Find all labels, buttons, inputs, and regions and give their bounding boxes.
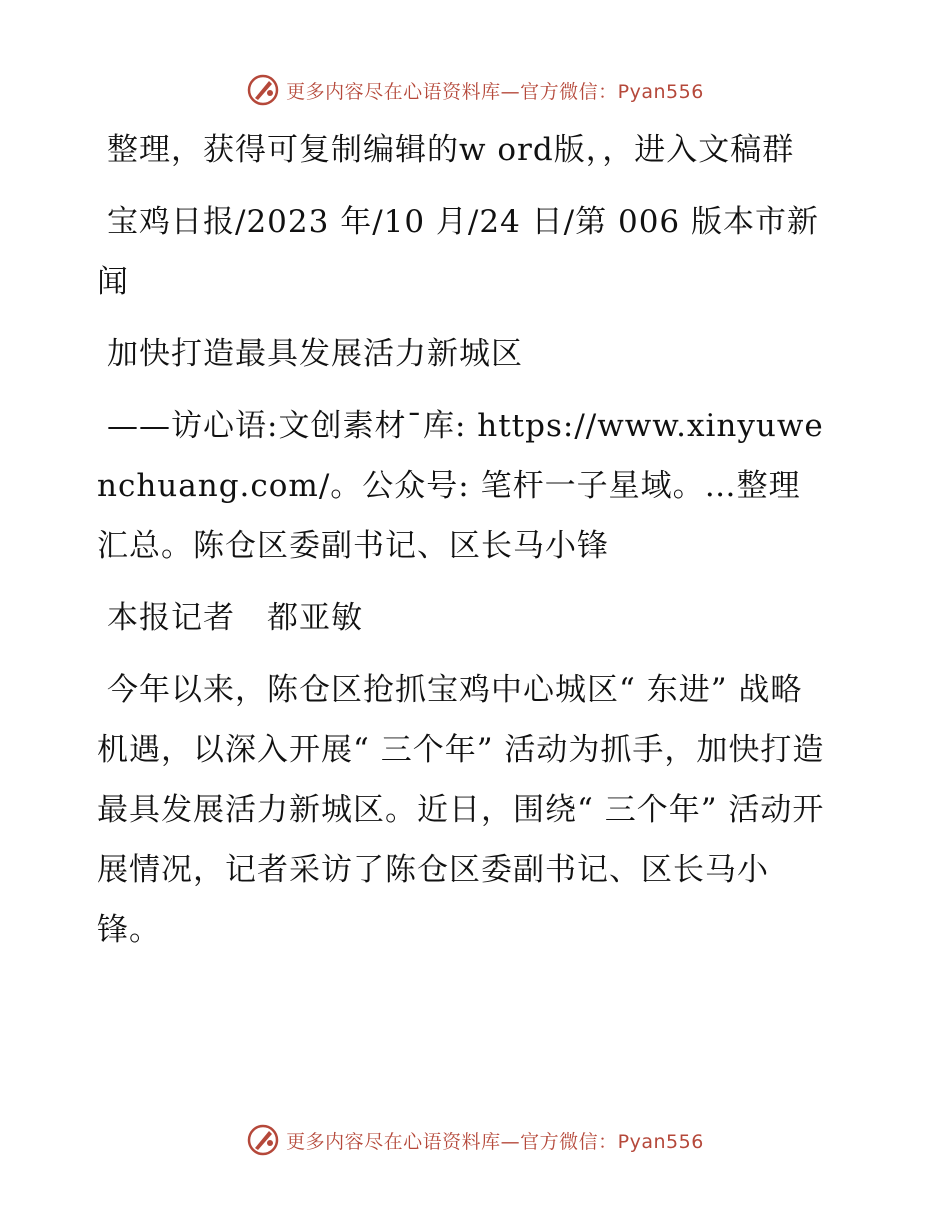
paragraph-intro-note	[97, 120, 832, 180]
paragraph-source-line	[97, 192, 832, 312]
paragraph-text: ——访心语:文创素材¯库: https://www.xinyuwenchuang.com/。公众号: 笔杆一子星域。…整理汇总。陈仓区委副书记、区长马小锋	[97, 408, 824, 564]
pen-quill-logo-icon	[246, 1123, 280, 1157]
paragraph-text: 宝鸡日报/2023 年/10 月/24 日/第 006 版本市新闻	[97, 204, 820, 300]
footer-banner	[0, 1120, 950, 1160]
paragraph-text: 本报记者 都亚敏	[107, 600, 363, 636]
header-banner-text: 更多内容尽在心语资料库—官方微信：Pyan556	[286, 80, 704, 103]
article-lead-paragraph	[97, 660, 832, 960]
article-title	[97, 324, 832, 384]
header-banner	[0, 70, 950, 110]
paragraph-text: 加快打造最具发展活力新城区	[107, 336, 523, 372]
article-byline	[97, 588, 832, 648]
article-subtitle	[97, 396, 832, 576]
paragraph-text: 整理，获得可复制编辑的w ord版，，进入文稿群	[107, 132, 795, 168]
pen-quill-logo-icon	[246, 73, 280, 107]
document-body	[97, 120, 832, 972]
footer-banner-text: 更多内容尽在心语资料库—官方微信：Pyan556	[286, 1130, 704, 1153]
paragraph-text: 今年以来，陈仓区抢抓宝鸡中心城区“ 东进” 战略机遇，以深入开展“ 三个年” 活动为抓手，加快打造最具发展活力新城区。近日，围绕“ 三个年” 活动开展情况，记者采访了陈仓区委副书记、区长马小锋。	[97, 672, 825, 948]
